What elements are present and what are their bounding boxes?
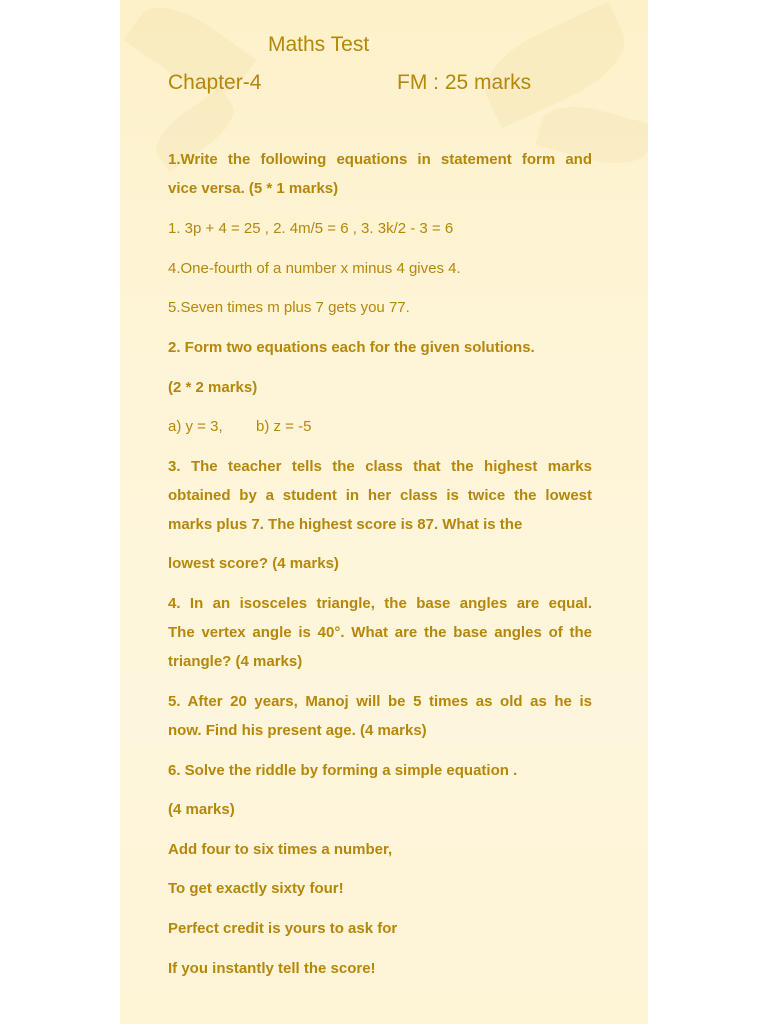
q6-riddle-line-3: Perfect credit is yours to ask for <box>168 920 398 937</box>
q3-line-4: lowest score? (4 marks) <box>168 555 339 572</box>
full-marks-label: FM : 25 marks <box>397 71 532 94</box>
q1-line-2: vice versa. (5 * 1 marks) <box>168 180 339 197</box>
q6-marks: (4 marks) <box>168 801 235 818</box>
page-title: Maths Test <box>268 33 370 56</box>
q5-line-2: now. Find his present age. (4 marks) <box>168 722 427 739</box>
q4-line-2: The vertex angle is 40°. What are the base angles of the <box>168 624 592 641</box>
q2-line-1: 2. Form two equations each for the given solutions. <box>168 339 535 356</box>
q6-riddle-line-1: Add four to six times a number, <box>168 841 393 858</box>
q1-item-5: 5.Seven times m plus 7 gets you 77. <box>168 299 410 316</box>
q3-line-2: obtained by a student in her class is twice the lowest <box>168 487 592 504</box>
chapter-label: Chapter-4 <box>168 71 262 94</box>
q1-item-1: 1. 3p + 4 = 25 , 2. 4m/5 = 6 , 3. 3k/2 - 3 = 6 <box>168 220 454 237</box>
q4-line-3: triangle? (4 marks) <box>168 653 303 670</box>
q6-riddle-line-4: If you instantly tell the score! <box>168 960 376 977</box>
q2-part-b: b) z = -5 <box>256 418 312 435</box>
q4-line-1: 4. In an isosceles triangle, the base angles are equal. <box>168 595 592 612</box>
q3-line-1: 3. The teacher tells the class that the highest marks <box>168 458 592 475</box>
q2-marks: (2 * 2 marks) <box>168 379 258 396</box>
worksheet-page <box>120 0 648 1024</box>
q2-part-a: a) y = 3, <box>168 418 223 435</box>
q1-line-1: 1.Write the following equations in statement form and <box>168 151 592 168</box>
q5-line-1: 5. After 20 years, Manoj will be 5 times as old as he is <box>168 693 592 710</box>
q3-line-3: marks plus 7. The highest score is 87. What is the <box>168 516 523 533</box>
q6-line-1: 6. Solve the riddle by forming a simple equation . <box>168 762 518 779</box>
q1-item-4: 4.One-fourth of a number x minus 4 gives 4. <box>168 260 461 277</box>
q6-riddle-line-2: To get exactly sixty four! <box>168 880 344 897</box>
